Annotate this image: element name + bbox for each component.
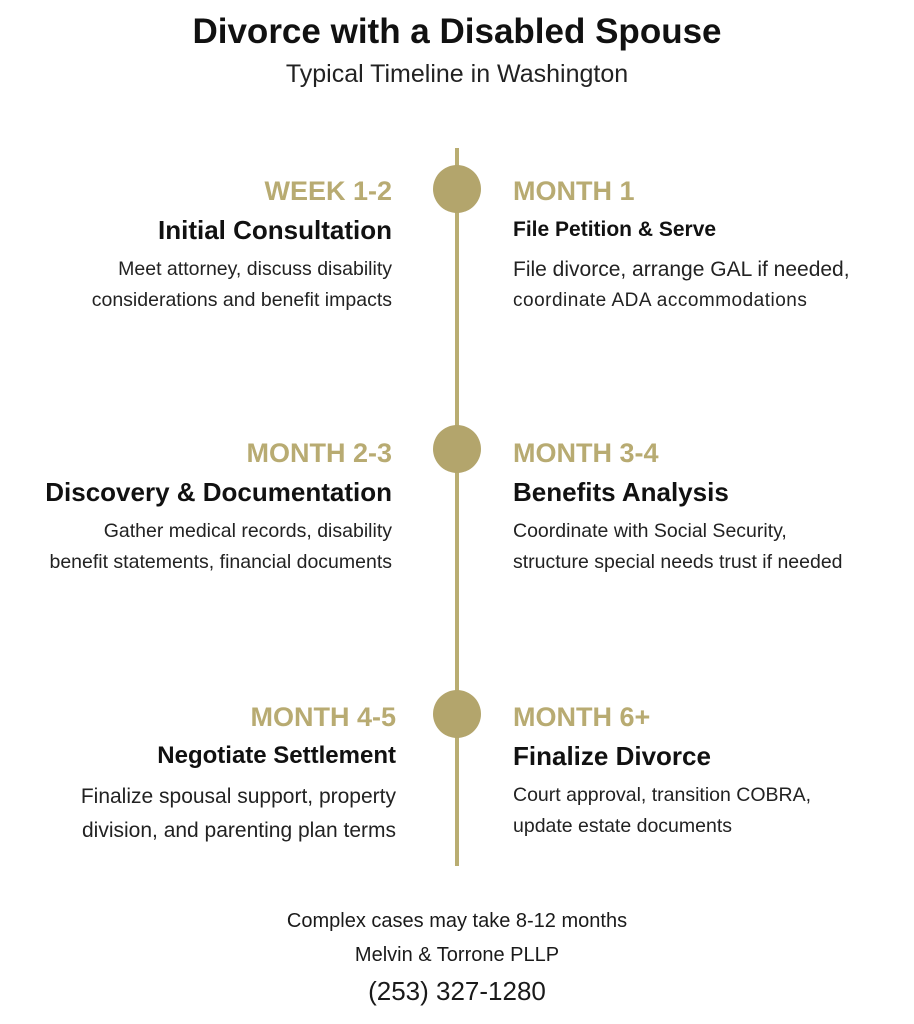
entry-period: MONTH 1	[513, 176, 635, 206]
entry-period: MONTH 6+	[513, 702, 651, 732]
footer-note: Complex cases may take 8-12 months	[286, 910, 628, 932]
timeline-entry-month-3-4	[513, 436, 843, 578]
entry-heading: Benefits Analysis	[513, 477, 729, 507]
footer-firm-name: Melvin & Torrone PLLP	[354, 944, 560, 966]
timeline-entry-month-2-3	[45, 436, 392, 578]
entry-description-line: update estate documents	[513, 815, 732, 837]
entry-description-line: Meet attorney, discuss disability	[118, 258, 392, 280]
entry-heading: Discovery & Documentation	[45, 477, 392, 507]
timeline-dot-2	[433, 425, 481, 473]
entry-description-line: coordinate ADA accommodations	[513, 290, 808, 311]
entry-description-line: structure special needs trust if needed	[513, 551, 843, 573]
entry-description	[513, 780, 811, 842]
entry-description-line: Finalize spousal support, property	[80, 785, 396, 808]
entry-period: MONTH 3-4	[513, 438, 659, 468]
entry-period: WEEK 1-2	[264, 176, 392, 206]
entry-description	[45, 516, 392, 578]
entry-period: MONTH 2-3	[246, 438, 392, 468]
entry-description	[513, 254, 850, 316]
entry-description-line: Gather medical records, disability	[103, 520, 392, 542]
entry-heading: Negotiate Settlement	[157, 742, 396, 769]
entry-description-line: File divorce, arrange GAL if needed,	[513, 258, 850, 281]
entry-description-line: Court approval, transition COBRA,	[513, 784, 812, 806]
entry-description	[513, 516, 843, 578]
timeline-line	[455, 148, 459, 866]
timeline-entry-month-4-5	[81, 700, 396, 848]
entry-description-line: benefit statements, financial documents	[49, 551, 392, 573]
entry-heading: Finalize Divorce	[513, 741, 711, 771]
entry-description	[92, 254, 392, 316]
timeline-entry-week-1-2	[92, 174, 392, 316]
timeline-dot-1	[433, 165, 481, 213]
footer-phone: (253) 327-1280	[368, 976, 546, 1006]
entry-heading: Initial Consultation	[158, 215, 392, 245]
page-subtitle: Typical Timeline in Washington	[285, 60, 629, 88]
page-title: Divorce with a Disabled Spouse	[192, 12, 722, 51]
entry-description	[81, 780, 396, 848]
entry-description-line: Coordinate with Social Security,	[513, 520, 787, 542]
entry-period: MONTH 4-5	[250, 702, 396, 732]
entry-heading: File Petition & Serve	[513, 218, 717, 241]
timeline-entry-month-6-plus	[513, 700, 811, 842]
entry-description-line: division, and parenting plan terms	[81, 819, 396, 842]
timeline-dot-3	[433, 690, 481, 738]
timeline-entry-month-1	[513, 174, 850, 316]
entry-description-line: considerations and benefit impacts	[91, 289, 392, 311]
